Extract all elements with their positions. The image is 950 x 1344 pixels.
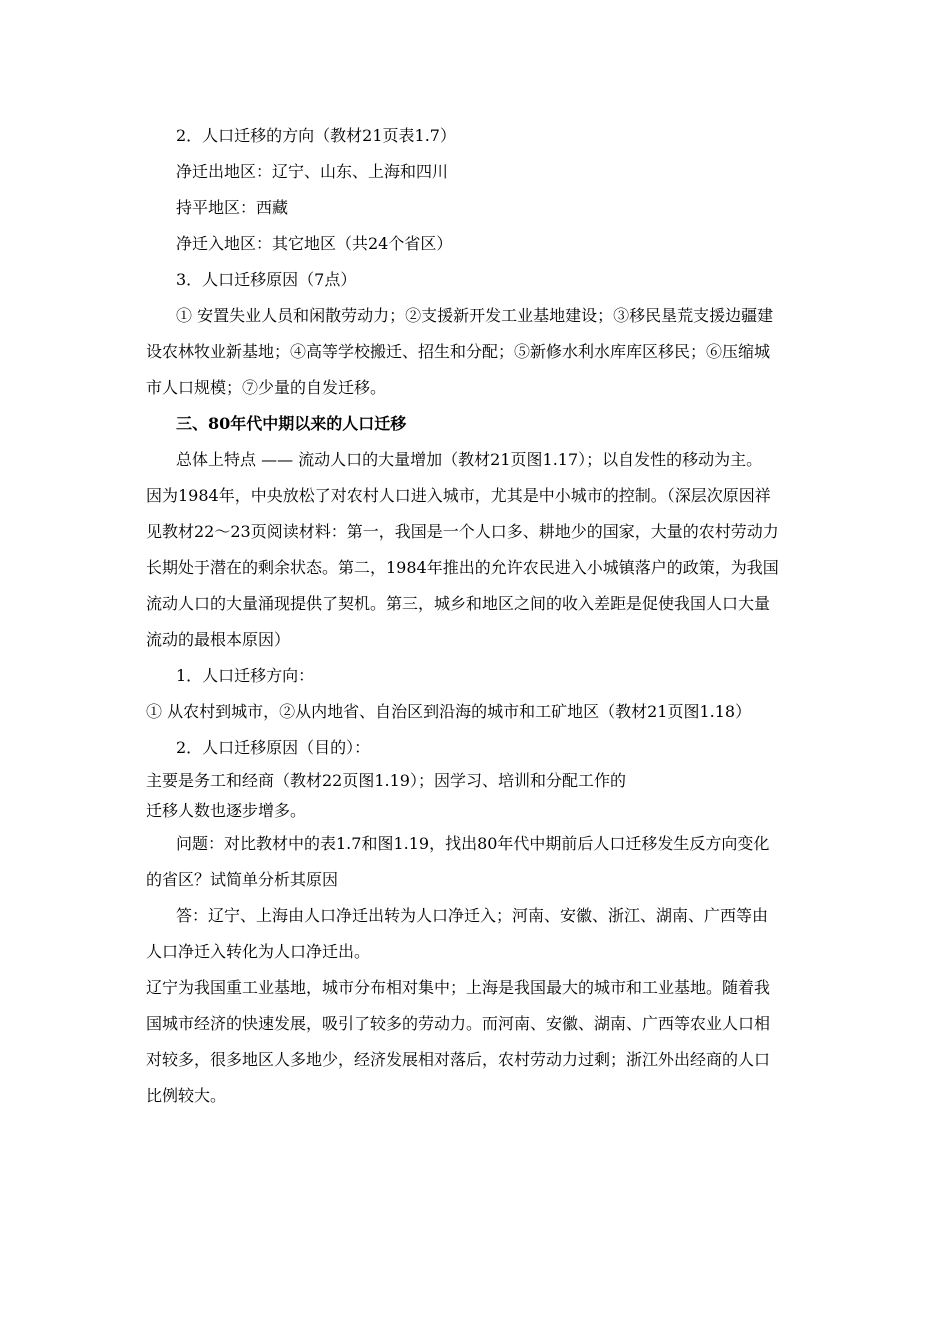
text-line: 对较多，很多地区人多地少，经济发展相对落后，农村劳动力过剩；浙江外出经商的人口: [146, 1050, 771, 1069]
text-line: 净迁入地区：其它地区（共24个省区）: [176, 234, 453, 253]
text-line: 见教材22～23页阅读材料：第一，我国是一个人口多、耕地少的国家，大量的农村劳动力: [146, 522, 779, 541]
text-line: 3．人口迁移原因（7点）: [176, 270, 357, 289]
text-line: 2．人口迁移的方向（教材21页表1.7）: [176, 126, 456, 145]
text-line: 1．人口迁移方向：: [176, 666, 315, 685]
text-line: 答：辽宁、上海由人口净迁出转为人口净迁入；河南、安徽、浙江、湖南、广西等由: [176, 906, 769, 925]
text-line: 因为1984年，中央放松了对农村人口进入城市，尤其是中小城市的控制。（深层次原因祥: [146, 486, 771, 505]
text-line: 辽宁为我国重工业基地，城市分布相对集中；上海是我国最大的城市和工业基地。随着我: [146, 978, 771, 997]
text-line: 设农林牧业新基地；④高等学校搬迁、招生和分配；⑤新修水利水库库区移民；⑥压缩城: [146, 342, 771, 361]
text-line: 流动人口的大量涌现提供了契机。第三，城乡和地区之间的收入差距是促使我国人口大量: [146, 594, 771, 613]
text-line: 总体上特点 —— 流动人口的大量增加（教材21页图1.17）；以自发性的移动为主。: [176, 450, 763, 469]
text-line: ① 安置失业人员和闲散劳动力；②支援新开发工业基地建设；③移民垦荒支援边疆建: [176, 306, 774, 325]
text-line: 主要是务工和经商（教材22页图1.19）；因学习、培训和分配工作的: [146, 771, 626, 790]
text-line: 长期处于潜在的剩余状态。第二，1984年推出的允许农民进入小城镇落户的政策，为我国: [146, 558, 779, 577]
text-line: 问题：对比教材中的表1.7和图1.19，找出80年代中期前后人口迁移发生反方向变化: [176, 834, 770, 853]
text-line: 国城市经济的快速发展，吸引了较多的劳动力。而河南、安徽、湖南、广西等农业人口相: [146, 1014, 771, 1033]
text-line: 持平地区：西藏: [176, 198, 289, 217]
text-line: 市人口规模；⑦少量的自发迁移。: [146, 378, 387, 397]
text-line: 2．人口迁移原因（目的）：: [176, 738, 371, 757]
section-heading: 三、80年代中期以来的人口迁移: [176, 414, 407, 433]
text-line: 的省区？试简单分析其原因: [146, 870, 339, 889]
text-line: 人口净迁入转化为人口净迁出。: [146, 942, 371, 961]
text-line: ① 从农村到城市，②从内地省、自治区到沿海的城市和工矿地区（教材21页图1.18）: [146, 702, 752, 721]
text-line: 迁移人数也逐步增多。: [146, 801, 307, 820]
text-line: 流动的最根本原因）: [146, 630, 291, 649]
text-line: 比例较大。: [146, 1086, 227, 1105]
text-line: 净迁出地区：辽宁、山东、上海和四川: [176, 162, 449, 181]
document-body: [146, 118, 811, 1114]
